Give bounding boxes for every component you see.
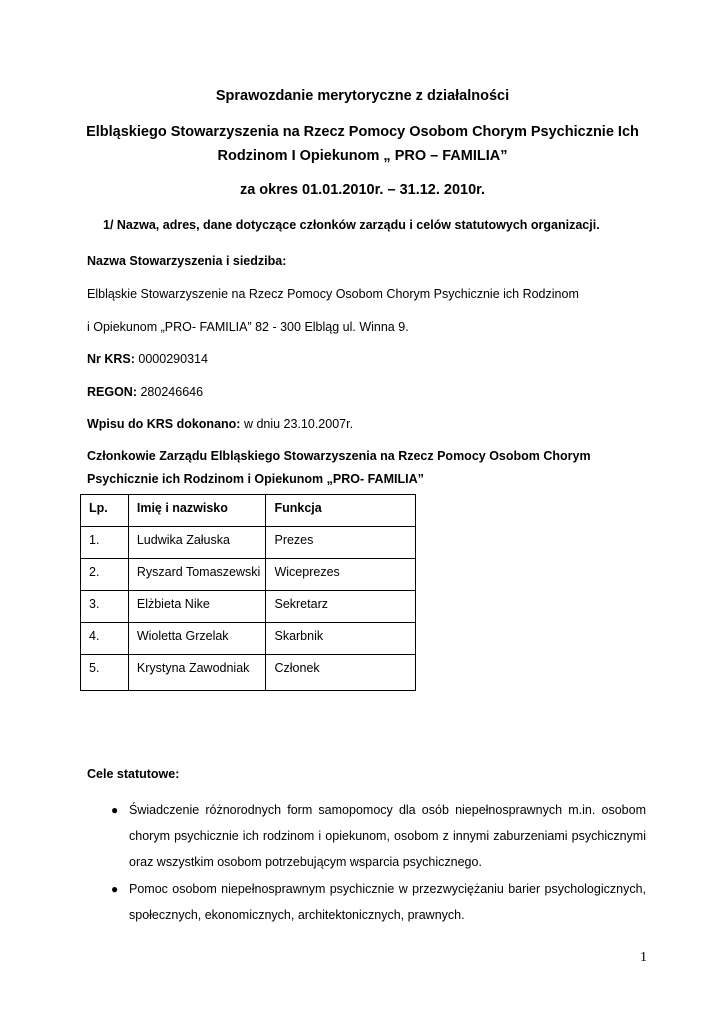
- cell-number: 3.: [81, 591, 129, 623]
- cell-name: Ludwika Załuska: [128, 527, 266, 559]
- table-row: [81, 591, 416, 623]
- board-heading-line2: Psychicznie ich Rodzinom i Opiekunom „PRO- FAMILIA”: [87, 472, 424, 486]
- cell-function: Sekretarz: [266, 591, 416, 623]
- bullet-icon: ●: [111, 803, 119, 817]
- section-heading: 1/ Nazwa, adres, dane dotyczące członków zarządu i celów statutowych organizacji.: [103, 218, 600, 232]
- board-heading-line1: Członkowie Zarządu Elbląskiego Stowarzyszenia na Rzecz Pomocy Osobom Chorym: [87, 449, 591, 463]
- krs-entry-value: w dniu 23.10.2007r.: [243, 417, 354, 431]
- name-value-line2: i Opiekunom „PRO- FAMILIA” 82 - 300 Elbląg ul. Winna 9.: [87, 320, 409, 334]
- krs-entry-label: Wpisu do KRS dokonano:: [87, 417, 241, 431]
- cell-name: Wioletta Grzelak: [128, 623, 266, 655]
- cell-function: Skarbnik: [266, 623, 416, 655]
- regon-value: 280246646: [140, 385, 204, 399]
- krs-entry-row: [87, 417, 353, 431]
- cell-function: Wiceprezes: [266, 559, 416, 591]
- organization-name-line2: Rodzinom I Opiekunom „ PRO – FAMILIA”: [217, 148, 508, 164]
- name-label: Nazwa Stowarzyszenia i siedziba:: [87, 254, 287, 268]
- table-row: [81, 655, 416, 691]
- page-number: 1: [640, 950, 647, 965]
- cell-number: 2.: [81, 559, 129, 591]
- table-row: [81, 623, 416, 655]
- cell-name: Elżbieta Nike: [128, 591, 266, 623]
- krs-row: [87, 352, 208, 366]
- cell-name: Ryszard Tomaszewski: [128, 559, 266, 591]
- bullet-icon: ●: [111, 882, 119, 896]
- table-header-row: [81, 495, 416, 527]
- regon-label: REGON:: [87, 385, 137, 399]
- cell-number: 1.: [81, 527, 129, 559]
- krs-value: 0000290314: [138, 352, 208, 366]
- cell-function: Członek: [266, 655, 416, 691]
- goal-item-1: Świadczenie różnorodnych form samopomocy dla osób niepełnosprawnych m.in. osobom chorym psychicznie ich rodzinom i opiekunom, osobom z innymi zaburzeniami psychicznymi oraz wszystkim osobom potrzebującym wsparcia psychicznego.: [129, 803, 646, 869]
- report-title: Sprawozdanie merytoryczne z działalności: [215, 88, 510, 104]
- table-row: [81, 559, 416, 591]
- regon-row: [87, 385, 203, 399]
- cell-number: 4.: [81, 623, 129, 655]
- header-cell-name: Imię i nazwisko: [128, 495, 266, 527]
- board-members-table: [80, 494, 416, 691]
- krs-label: Nr KRS:: [87, 352, 135, 366]
- table-row: [81, 527, 416, 559]
- board-heading: [87, 445, 646, 491]
- cell-name: Krystyna Zawodniak: [128, 655, 266, 691]
- cell-number: 5.: [81, 655, 129, 691]
- goals-heading: Cele statutowe:: [87, 767, 180, 781]
- cell-function: Prezes: [266, 527, 416, 559]
- name-value-line1: Elbląskie Stowarzyszenie na Rzecz Pomocy Osobom Chorym Psychicznie ich Rodzinom: [87, 287, 579, 301]
- organization-name-line1: Elbląskiego Stowarzyszenia na Rzecz Pomocy Osobom Chorym Psychicznie Ich: [86, 124, 639, 140]
- header-cell-function: Funkcja: [266, 495, 416, 527]
- header-cell-number: Lp.: [81, 495, 129, 527]
- report-period: za okres 01.01.2010r. – 31.12. 2010r.: [239, 182, 486, 198]
- goal-item-2: Pomoc osobom niepełnosprawnym psychicznie w przezwyciężaniu barier psychologicznych, społecznych, ekonomicznych, architektonicznych, prawnych.: [129, 882, 646, 922]
